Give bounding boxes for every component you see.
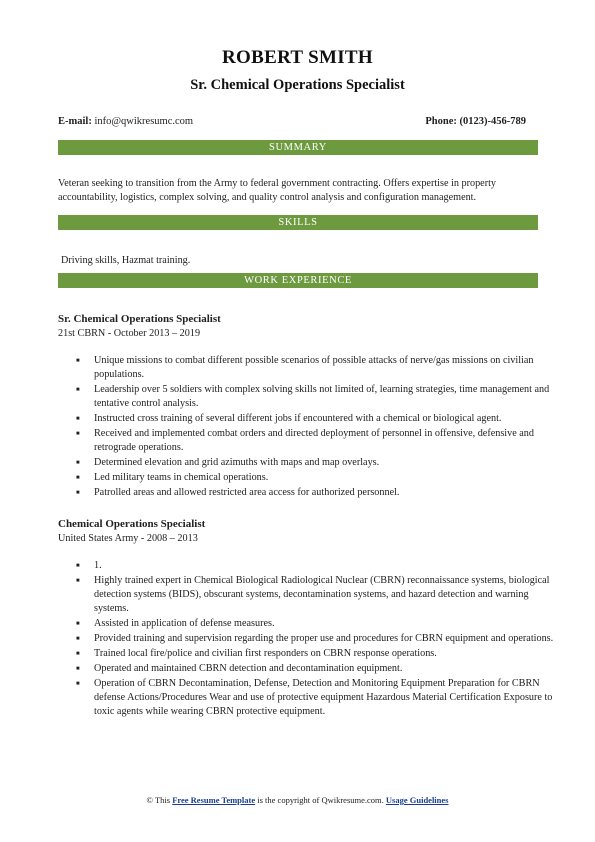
list-item: ■ Highly trained expert in Chemical Biological Radiological Nuclear (CBRN) reconnaissance systems, biological detection systems (BIDS), obscurant systems, decontamination systems, and hazard detection and warning systems.	[94, 574, 554, 616]
contact-line	[58, 116, 538, 127]
list-item: ■ Determined elevation and grid azimuths with maps and map overlays.	[94, 456, 554, 470]
work-experience-heading: WORK EXPERIENCE	[58, 273, 538, 288]
list-item: ■ Operation of CBRN Decontamination, Defense, Detection and Monitoring Equipment Preparation for CBRN defense Actions/Procedures Wear and use of protective equipment Hazardous Material Certification Exposure to toxic agents while wearing CBRN protective equipment.	[94, 677, 554, 719]
list-item: ■ Received and implemented combat orders and directed deployment of personnel in offensive, defensive and retrograde operations.	[94, 427, 554, 455]
free-resume-template-link[interactable]: Free Resume Template	[172, 795, 256, 805]
list-item: ■ Led military teams in chemical operations.	[94, 471, 554, 485]
phone-value: (0123)-456-789	[459, 116, 526, 127]
phone-entry	[425, 116, 526, 127]
job-meta: 21st CBRN - October 2013 – 2019	[58, 328, 201, 339]
list-item: ■ Unique missions to combat different possible scenarios of possible attacks of nerve/gas missions on civilian populations.	[94, 354, 554, 382]
list-item: ■ Provided training and supervision regarding the proper use and procedures for CBRN equipment and operations.	[94, 632, 554, 646]
candidate-title: Sr. Chemical Operations Specialist	[190, 77, 405, 93]
email-entry	[58, 116, 193, 127]
list-item: ■ 1.	[94, 559, 554, 573]
email-value[interactable]: info@qwikresumc.com	[94, 116, 194, 127]
email-label: E-mail:	[58, 116, 92, 127]
usage-guidelines-link[interactable]: Usage Guidelines	[385, 795, 449, 805]
candidate-name: ROBERT SMITH	[222, 47, 373, 68]
phone-label: Phone:	[425, 116, 457, 127]
summary-text: Veteran seeking to transition from the Army to federal government contracting. Offers expertise in property accountability, logistics, complex solving, and quality control analysis and configuration management.	[58, 178, 497, 203]
footer-prefix: © This	[146, 795, 171, 805]
list-item: ■ Assisted in application of defense measures.	[94, 617, 554, 631]
job-title: Chemical Operations Specialist	[58, 518, 206, 530]
job-duties-list	[76, 559, 554, 720]
footer-middle: is the copyright of Qwikresume.com.	[257, 795, 384, 805]
job-meta: United States Army - 2008 – 2013	[58, 533, 198, 544]
skills-text: Driving skills, Hazmat training.	[61, 255, 191, 266]
skills-heading: SKILLS	[58, 215, 538, 230]
list-item: ■ Operated and maintained CBRN detection and decontamination equipment.	[94, 662, 554, 676]
list-item: ■ Patrolled areas and allowed restricted area access for authorized personnel.	[94, 486, 554, 500]
footer	[0, 795, 595, 805]
job-title: Sr. Chemical Operations Specialist	[58, 313, 221, 325]
list-item: ■ Leadership over 5 soldiers with complex solving skills not limited of, learning strategies, time management and tentative control analysis.	[94, 383, 554, 411]
list-item: ■ Instructed cross training of several different jobs if encountered with a chemical or biological agent.	[94, 412, 554, 426]
summary-heading: SUMMARY	[58, 140, 538, 155]
list-item: ■ Trained local fire/police and civilian first responders on CBRN response operations.	[94, 647, 554, 661]
job-duties-list	[76, 354, 554, 501]
